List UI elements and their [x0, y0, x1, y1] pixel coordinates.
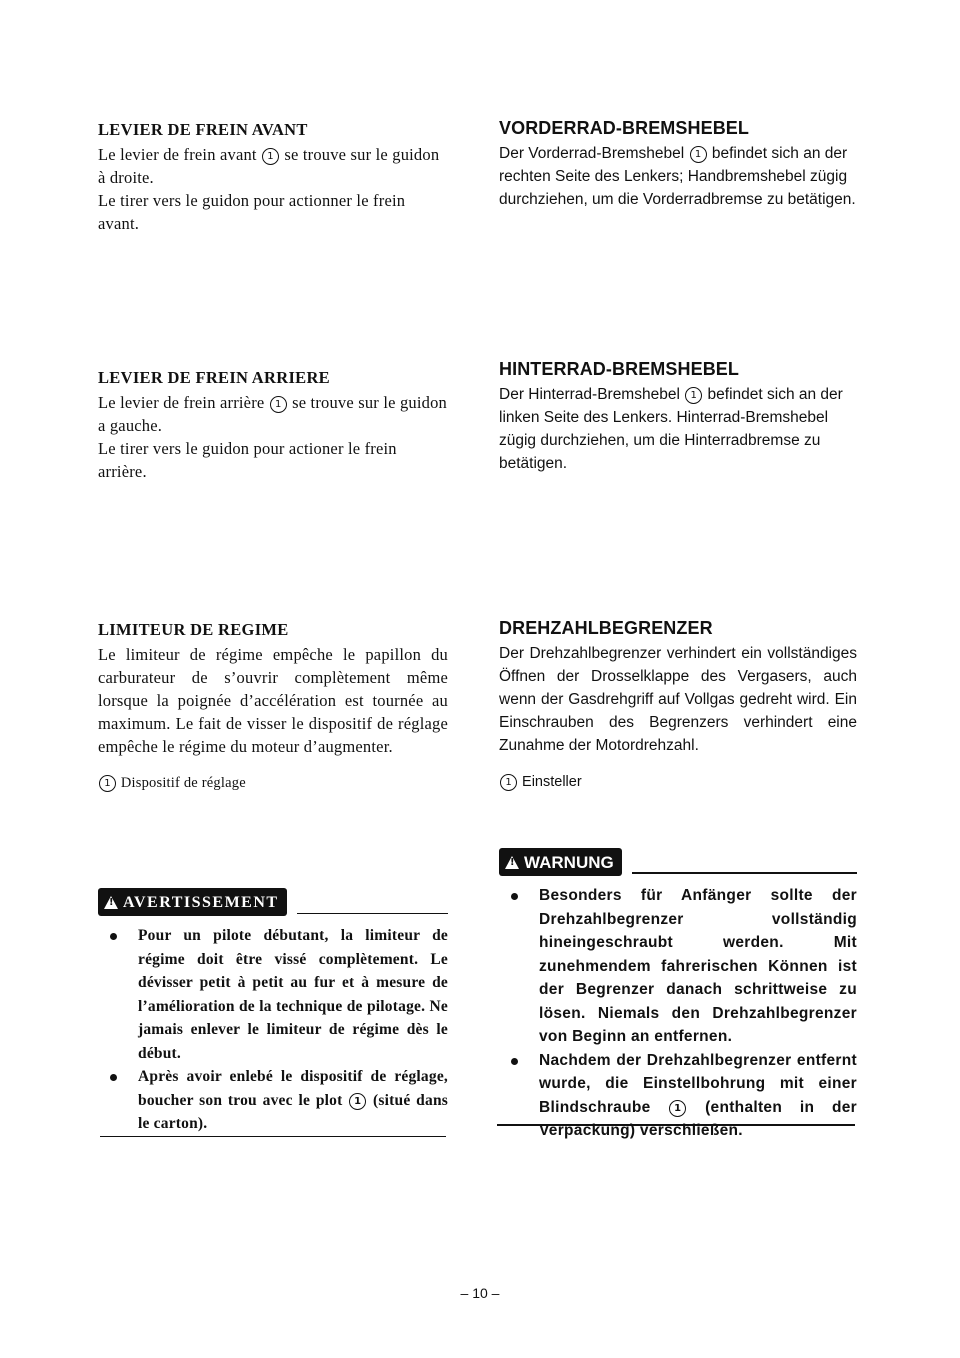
fr-warning-header: [98, 888, 448, 916]
de-front-brake-text-1: Der Vorderrad-Bremshebel: [499, 145, 685, 162]
warning-triangle-icon: [104, 896, 118, 909]
de-warning-rule: [632, 872, 857, 874]
de-warning-box: [499, 848, 857, 1143]
fr-rear-brake-text-1: Le levier de frein arrière: [98, 393, 265, 412]
callout-1-icon: 1: [349, 1093, 366, 1110]
de-warning-end-rule: [497, 1124, 855, 1126]
fr-warning-item-1: Pour un pilote débutant, la limiteur de régime doit être vissé complètement. Le dévisser petit à petit au fur et à mesure de l’amélioration de la technique de pilotage. Ne jamais enlever le limiteur de régime dès le début.: [98, 924, 448, 1065]
fr-limiter-legend: [98, 772, 448, 795]
de-warning-item-2-text-b: (enthalten in der Verpackung) verschließen.: [539, 1098, 857, 1139]
de-warning-header: [499, 848, 857, 876]
callout-1-icon: 1: [99, 775, 116, 792]
de-warning-badge: [499, 848, 622, 876]
fr-front-brake-text: [98, 143, 448, 235]
de-limiter-title: DREHZAHLBEGRENZER: [499, 618, 713, 638]
fr-warning-list: [98, 924, 448, 1136]
callout-1-icon: 1: [669, 1100, 686, 1117]
fr-front-brake-section: [98, 118, 448, 235]
fr-rear-brake-section: [98, 366, 448, 483]
de-limiter-section: [499, 617, 857, 794]
fr-warning-rule: [297, 913, 448, 914]
de-front-brake-text: [499, 142, 857, 211]
callout-1-icon: 1: [500, 774, 517, 791]
callout-1-icon: 1: [262, 148, 279, 165]
fr-front-brake-text-1: Le levier de frein avant: [98, 145, 257, 164]
de-rear-brake-text-2: befindet sich an der linken Seite des Lenkers. Hinterrad-Bremshebel zügig durchziehen, um die Hinterradbremse zu betätigen.: [499, 386, 843, 472]
de-rear-brake-section: [499, 358, 857, 475]
de-front-brake-text-2: befindet sich an der rechten Seite des Lenkers; Handbremshebel zügig durchziehen, um die Vorderradbremse zu betätigen.: [499, 145, 856, 208]
de-warning-item-2-text-a: Nachdem der Drehzahlbegrenzer entfernt wurde, die Einstellbohrung mit einer Blindschraube: [539, 1051, 857, 1116]
callout-1-icon: 1: [690, 146, 707, 163]
fr-limiter-title: LIMITEUR DE REGIME: [98, 620, 289, 639]
fr-front-brake-title: LEVIER DE FREIN AVANT: [98, 120, 308, 139]
fr-limiter-section: [98, 618, 448, 795]
fr-limiter-text: Le limiteur de régime empêche le papillon du carburateur de s’ouvrir complètement même lorsque la poignée d’accélération est tournée au maximum. Le fait de visser le dispositif de réglage empêche le régime du moteur d’augmenter.: [98, 645, 448, 756]
de-front-brake-section: [499, 117, 857, 211]
fr-rear-brake-text-2: se trouve sur le guidon a gauche.: [98, 393, 447, 435]
de-warning-item-1: Besonders für Anfänger sollte der Drehzahlbegrenzer vollständig hineingeschraubt werden. Mit zunehmendem fahrerischen Können ist der Begrenzer danach schrittweise zu lösen. Niemals den Drehzahlbegrenzer von Beginn an entfernen.: [499, 884, 857, 1049]
fr-warning-badge: [98, 888, 287, 916]
callout-1-icon: 1: [685, 387, 702, 404]
callout-1-icon: 1: [270, 396, 287, 413]
fr-warning-box: [98, 888, 448, 1136]
page-number: – 10 –: [460, 1285, 500, 1301]
de-rear-brake-text: [499, 383, 857, 475]
fr-rear-brake-title: LEVIER DE FREIN ARRIERE: [98, 368, 330, 387]
fr-rear-brake-text: [98, 391, 448, 483]
de-warning-item-2: [499, 1049, 857, 1143]
de-rear-brake-text-1: Der Hinterrad-Bremshebel: [499, 386, 680, 403]
fr-front-brake-text-2: se trouve sur le guidon à droite.: [98, 145, 440, 187]
fr-rear-brake-text-3: Le tirer vers le guidon pour actioner le frein arrière.: [98, 439, 397, 481]
fr-warning-item-2: [98, 1065, 448, 1136]
de-limiter-text: Der Drehzahlbegrenzer verhindert ein vollständiges Öffnen der Drosselklappe des Vergasers, auch wenn der Gasdrehgriff auf Vollgas gedreht wird. Ein Einschrauben des Begrenzers verhindert eine Zunahme der Motordrehzahl.: [499, 645, 857, 754]
warning-triangle-icon: [505, 856, 519, 869]
fr-warning-item-2-text-a: Après avoir enlebé le dispositif de réglage, boucher son trou avec le plot: [138, 1068, 448, 1109]
fr-limiter-legend-text: Dispositif de réglage: [120, 775, 246, 791]
fr-warning-label: AVERTISSEMENT: [123, 893, 279, 911]
de-warning-label: WARNUNG: [524, 852, 614, 872]
fr-warning-item-2-text-b: (situé dans le carton).: [138, 1091, 448, 1132]
de-limiter-legend: [499, 771, 857, 794]
de-front-brake-title: VORDERRAD-BREMSHEBEL: [499, 118, 750, 138]
de-warning-list: [499, 884, 857, 1143]
fr-warning-end-rule: [100, 1136, 446, 1137]
de-limiter-legend-text: Einsteller: [522, 774, 582, 790]
fr-front-brake-text-3: Le tirer vers le guidon pour actionner le frein avant.: [98, 191, 406, 233]
de-rear-brake-title: HINTERRAD-BREMSHEBEL: [499, 359, 739, 379]
